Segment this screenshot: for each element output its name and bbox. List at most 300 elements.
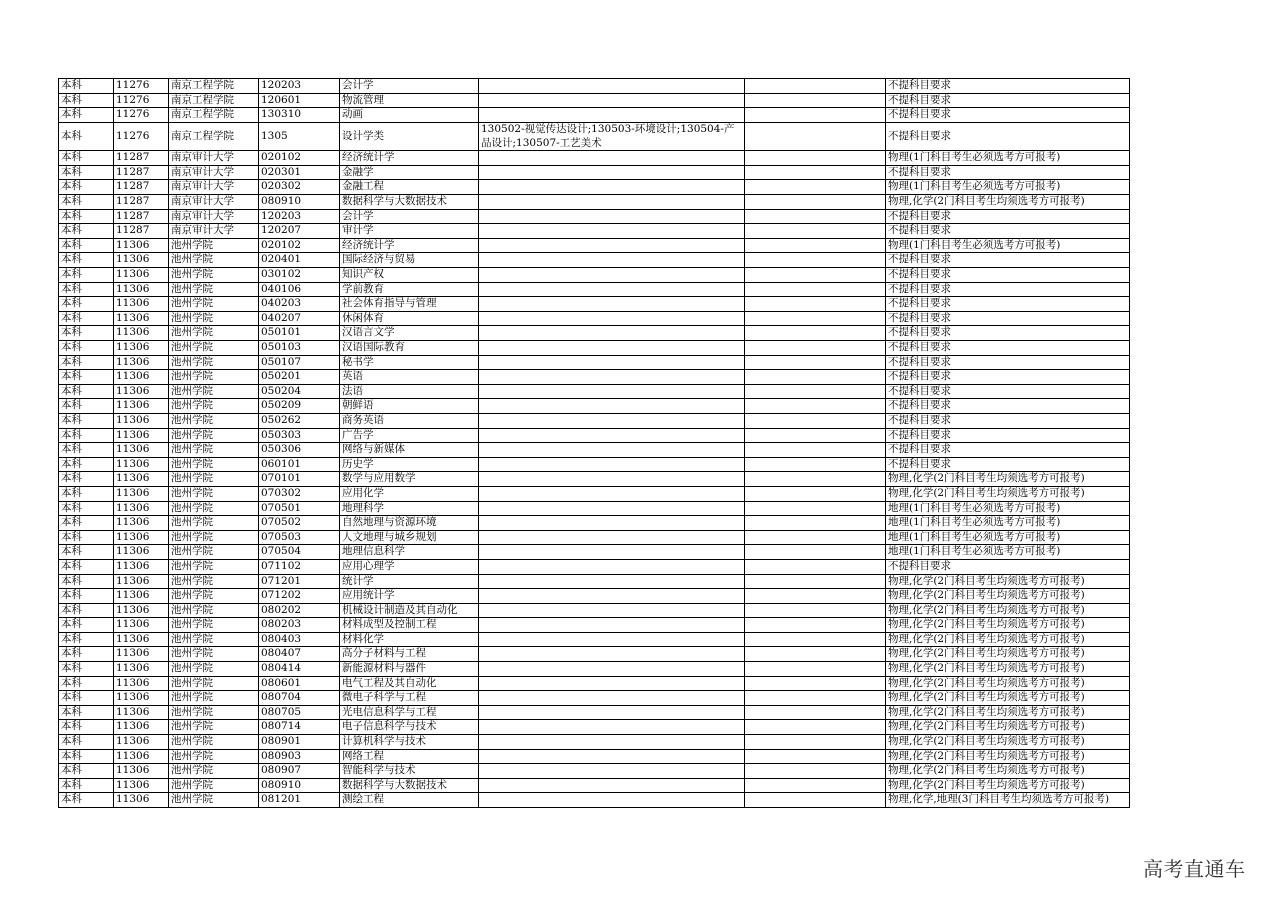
major-name-cell: 动画 <box>340 108 479 123</box>
notes-cell <box>745 691 886 706</box>
school-name-cell: 池州学院 <box>169 370 259 385</box>
school-name-cell: 池州学院 <box>169 676 259 691</box>
school-name-cell: 池州学院 <box>169 720 259 735</box>
school-name-cell: 池州学院 <box>169 778 259 793</box>
requirement-cell: 物理,化学(2门科目考生均须选考方可报考) <box>886 195 1130 210</box>
school-code-cell: 11306 <box>114 691 169 706</box>
level-cell: 本科 <box>59 764 114 779</box>
school-code-cell: 11276 <box>114 108 169 123</box>
table-row <box>59 399 1130 414</box>
major-code-cell: 040106 <box>259 282 340 297</box>
school-name-cell: 池州学院 <box>169 326 259 341</box>
requirement-cell: 不提科目要求 <box>886 326 1130 341</box>
school-name-cell: 池州学院 <box>169 735 259 750</box>
included-majors-cell <box>479 793 745 808</box>
table-row <box>59 662 1130 677</box>
major-code-cell: 080403 <box>259 632 340 647</box>
table-row <box>59 516 1130 531</box>
table-row <box>59 691 1130 706</box>
major-code-cell: 070502 <box>259 516 340 531</box>
major-name-cell: 高分子材料与工程 <box>340 647 479 662</box>
table-row <box>59 165 1130 180</box>
requirement-cell: 物理,化学(2门科目考生均须选考方可报考) <box>886 632 1130 647</box>
table-row <box>59 720 1130 735</box>
notes-cell <box>745 735 886 750</box>
school-code-cell: 11276 <box>114 93 169 108</box>
table-row <box>59 559 1130 574</box>
major-name-cell: 电子信息科学与技术 <box>340 720 479 735</box>
major-code-cell: 080903 <box>259 749 340 764</box>
requirement-cell: 地理(1门科目考生必须选考方可报考) <box>886 530 1130 545</box>
included-majors-cell <box>479 355 745 370</box>
notes-cell <box>745 443 886 458</box>
level-cell: 本科 <box>59 165 114 180</box>
included-majors-cell <box>479 413 745 428</box>
included-majors-cell <box>479 370 745 385</box>
notes-cell <box>745 618 886 633</box>
requirement-cell: 物理,化学,地理(3门科目考生均须选考方可报考) <box>886 793 1130 808</box>
school-code-cell: 11306 <box>114 268 169 283</box>
level-cell: 本科 <box>59 486 114 501</box>
requirement-cell: 不提科目要求 <box>886 79 1130 94</box>
notes-cell <box>745 311 886 326</box>
major-code-cell: 050303 <box>259 428 340 443</box>
table-row <box>59 778 1130 793</box>
school-name-cell: 池州学院 <box>169 384 259 399</box>
notes-cell <box>745 151 886 166</box>
level-cell: 本科 <box>59 603 114 618</box>
school-code-cell: 11306 <box>114 720 169 735</box>
school-code-cell: 11306 <box>114 647 169 662</box>
level-cell: 本科 <box>59 253 114 268</box>
school-name-cell: 池州学院 <box>169 341 259 356</box>
school-code-cell: 11306 <box>114 662 169 677</box>
school-code-cell: 11306 <box>114 764 169 779</box>
included-majors-cell <box>479 676 745 691</box>
major-name-cell: 审计学 <box>340 224 479 239</box>
school-name-cell: 南京工程学院 <box>169 108 259 123</box>
school-code-cell: 11306 <box>114 501 169 516</box>
watermark-text: 高考直通车 <box>1143 857 1246 881</box>
school-name-cell: 池州学院 <box>169 238 259 253</box>
requirement-cell: 不提科目要求 <box>886 93 1130 108</box>
notes-cell <box>745 764 886 779</box>
major-code-cell: 050262 <box>259 413 340 428</box>
table-row <box>59 647 1130 662</box>
major-name-cell: 光电信息科学与工程 <box>340 705 479 720</box>
major-name-cell: 机械设计制造及其自动化 <box>340 603 479 618</box>
included-majors-cell <box>479 603 745 618</box>
notes-cell <box>745 180 886 195</box>
school-code-cell: 11306 <box>114 676 169 691</box>
included-majors-cell <box>479 589 745 604</box>
included-majors-cell <box>479 165 745 180</box>
school-code-cell: 11306 <box>114 384 169 399</box>
notes-cell <box>745 559 886 574</box>
included-majors-cell <box>479 486 745 501</box>
school-code-cell: 11306 <box>114 516 169 531</box>
notes-cell <box>745 516 886 531</box>
level-cell: 本科 <box>59 282 114 297</box>
major-name-cell: 学前教育 <box>340 282 479 297</box>
level-cell: 本科 <box>59 720 114 735</box>
school-name-cell: 池州学院 <box>169 647 259 662</box>
included-majors-cell <box>479 253 745 268</box>
major-code-cell: 071202 <box>259 589 340 604</box>
included-majors-cell <box>479 574 745 589</box>
requirement-cell: 不提科目要求 <box>886 224 1130 239</box>
school-name-cell: 池州学院 <box>169 559 259 574</box>
requirement-cell: 不提科目要求 <box>886 399 1130 414</box>
major-code-cell: 071102 <box>259 559 340 574</box>
included-majors-cell <box>479 472 745 487</box>
school-code-cell: 11306 <box>114 457 169 472</box>
table-row <box>59 108 1130 123</box>
table-row <box>59 632 1130 647</box>
notes-cell <box>745 209 886 224</box>
notes-cell <box>745 341 886 356</box>
included-majors-cell <box>479 735 745 750</box>
table-row <box>59 122 1130 151</box>
school-name-cell: 池州学院 <box>169 501 259 516</box>
table-row <box>59 180 1130 195</box>
table-row <box>59 238 1130 253</box>
requirement-cell: 物理,化学(2门科目考生均须选考方可报考) <box>886 603 1130 618</box>
school-name-cell: 南京审计大学 <box>169 151 259 166</box>
major-code-cell: 070302 <box>259 486 340 501</box>
school-name-cell: 池州学院 <box>169 443 259 458</box>
school-name-cell: 池州学院 <box>169 472 259 487</box>
level-cell: 本科 <box>59 224 114 239</box>
notes-cell <box>745 457 886 472</box>
school-code-cell: 11306 <box>114 559 169 574</box>
included-majors-cell <box>479 705 745 720</box>
table-row <box>59 793 1130 808</box>
included-majors-cell <box>479 749 745 764</box>
level-cell: 本科 <box>59 778 114 793</box>
included-majors-cell <box>479 180 745 195</box>
major-name-cell: 材料化学 <box>340 632 479 647</box>
major-name-cell: 商务英语 <box>340 413 479 428</box>
major-name-cell: 秘书学 <box>340 355 479 370</box>
requirement-cell: 不提科目要求 <box>886 165 1130 180</box>
table-row <box>59 341 1130 356</box>
included-majors-cell <box>479 764 745 779</box>
notes-cell <box>745 282 886 297</box>
requirement-cell: 物理,化学(2门科目考生均须选考方可报考) <box>886 486 1130 501</box>
school-code-cell: 11306 <box>114 618 169 633</box>
major-code-cell: 080705 <box>259 705 340 720</box>
included-majors-cell <box>479 79 745 94</box>
notes-cell <box>745 122 886 151</box>
level-cell: 本科 <box>59 79 114 94</box>
level-cell: 本科 <box>59 457 114 472</box>
school-code-cell: 11287 <box>114 209 169 224</box>
major-name-cell: 设计学类 <box>340 122 479 151</box>
notes-cell <box>745 720 886 735</box>
requirement-cell: 物理,化学(2门科目考生均须选考方可报考) <box>886 705 1130 720</box>
school-code-cell: 11306 <box>114 238 169 253</box>
included-majors-cell <box>479 516 745 531</box>
major-code-cell: 080907 <box>259 764 340 779</box>
level-cell: 本科 <box>59 268 114 283</box>
included-majors-cell <box>479 691 745 706</box>
major-name-cell: 休闲体育 <box>340 311 479 326</box>
major-code-cell: 080714 <box>259 720 340 735</box>
level-cell: 本科 <box>59 735 114 750</box>
major-name-cell: 数学与应用数学 <box>340 472 479 487</box>
major-name-cell: 网络与新媒体 <box>340 443 479 458</box>
school-code-cell: 11306 <box>114 793 169 808</box>
included-majors-cell <box>479 282 745 297</box>
notes-cell <box>745 486 886 501</box>
requirement-cell: 物理,化学(2门科目考生均须选考方可报考) <box>886 662 1130 677</box>
level-cell: 本科 <box>59 749 114 764</box>
requirement-cell: 不提科目要求 <box>886 268 1130 283</box>
level-cell: 本科 <box>59 122 114 151</box>
level-cell: 本科 <box>59 501 114 516</box>
level-cell: 本科 <box>59 341 114 356</box>
major-code-cell: 050209 <box>259 399 340 414</box>
included-majors-cell <box>479 297 745 312</box>
school-code-cell: 11287 <box>114 151 169 166</box>
requirement-cell: 物理,化学(2门科目考生均须选考方可报考) <box>886 676 1130 691</box>
major-name-cell: 汉语言文学 <box>340 326 479 341</box>
school-code-cell: 11306 <box>114 778 169 793</box>
major-name-cell: 朝鲜语 <box>340 399 479 414</box>
school-code-cell: 11306 <box>114 399 169 414</box>
school-name-cell: 南京工程学院 <box>169 93 259 108</box>
major-name-cell: 电气工程及其自动化 <box>340 676 479 691</box>
level-cell: 本科 <box>59 589 114 604</box>
notes-cell <box>745 326 886 341</box>
major-code-cell: 071201 <box>259 574 340 589</box>
major-code-cell: 080601 <box>259 676 340 691</box>
level-cell: 本科 <box>59 530 114 545</box>
major-code-cell: 050306 <box>259 443 340 458</box>
table-row <box>59 574 1130 589</box>
school-name-cell: 池州学院 <box>169 253 259 268</box>
requirement-cell: 不提科目要求 <box>886 122 1130 151</box>
major-code-cell: 020302 <box>259 180 340 195</box>
notes-cell <box>745 93 886 108</box>
notes-cell <box>745 384 886 399</box>
major-code-cell: 070504 <box>259 545 340 560</box>
school-name-cell: 池州学院 <box>169 764 259 779</box>
notes-cell <box>745 195 886 210</box>
notes-cell <box>745 705 886 720</box>
table-row <box>59 224 1130 239</box>
table-row <box>59 151 1130 166</box>
level-cell: 本科 <box>59 311 114 326</box>
major-name-cell: 应用化学 <box>340 486 479 501</box>
school-code-cell: 11306 <box>114 486 169 501</box>
requirement-cell: 不提科目要求 <box>886 457 1130 472</box>
included-majors-cell <box>479 720 745 735</box>
major-name-cell: 计算机科学与技术 <box>340 735 479 750</box>
table-row <box>59 384 1130 399</box>
major-name-cell: 英语 <box>340 370 479 385</box>
major-code-cell: 1305 <box>259 122 340 151</box>
table-row <box>59 472 1130 487</box>
school-code-cell: 11306 <box>114 428 169 443</box>
included-majors-cell <box>479 399 745 414</box>
school-code-cell: 11287 <box>114 180 169 195</box>
major-name-cell: 汉语国际教育 <box>340 341 479 356</box>
notes-cell <box>745 676 886 691</box>
table-row <box>59 297 1130 312</box>
school-name-cell: 池州学院 <box>169 603 259 618</box>
table-row <box>59 486 1130 501</box>
included-majors-cell <box>479 195 745 210</box>
requirement-cell: 物理,化学(2门科目考生均须选考方可报考) <box>886 720 1130 735</box>
requirement-cell: 不提科目要求 <box>886 413 1130 428</box>
requirement-cell: 物理(1门科目考生必须选考方可报考) <box>886 180 1130 195</box>
level-cell: 本科 <box>59 545 114 560</box>
major-code-cell: 050204 <box>259 384 340 399</box>
major-code-cell: 050103 <box>259 341 340 356</box>
school-name-cell: 南京审计大学 <box>169 195 259 210</box>
table-body <box>59 79 1130 808</box>
requirement-cell: 不提科目要求 <box>886 443 1130 458</box>
notes-cell <box>745 399 886 414</box>
included-majors-cell <box>479 457 745 472</box>
requirement-cell: 物理,化学(2门科目考生均须选考方可报考) <box>886 749 1130 764</box>
level-cell: 本科 <box>59 326 114 341</box>
table-row <box>59 749 1130 764</box>
school-code-cell: 11306 <box>114 705 169 720</box>
table-row <box>59 764 1130 779</box>
included-majors-cell <box>479 632 745 647</box>
level-cell: 本科 <box>59 399 114 414</box>
major-name-cell: 材料成型及控制工程 <box>340 618 479 633</box>
notes-cell <box>745 778 886 793</box>
notes-cell <box>745 355 886 370</box>
table-row <box>59 282 1130 297</box>
school-code-cell: 11306 <box>114 253 169 268</box>
major-code-cell: 030102 <box>259 268 340 283</box>
table-row <box>59 311 1130 326</box>
table-row <box>59 79 1130 94</box>
requirement-cell: 物理,化学(2门科目考生均须选考方可报考) <box>886 778 1130 793</box>
requirement-cell: 地理(1门科目考生必须选考方可报考) <box>886 545 1130 560</box>
requirement-cell: 不提科目要求 <box>886 370 1130 385</box>
school-name-cell: 池州学院 <box>169 632 259 647</box>
notes-cell <box>745 501 886 516</box>
major-code-cell: 040203 <box>259 297 340 312</box>
requirement-cell: 不提科目要求 <box>886 341 1130 356</box>
school-name-cell: 南京审计大学 <box>169 209 259 224</box>
school-code-cell: 11306 <box>114 574 169 589</box>
notes-cell <box>745 632 886 647</box>
school-code-cell: 11276 <box>114 122 169 151</box>
level-cell: 本科 <box>59 559 114 574</box>
requirement-cell: 物理,化学(2门科目考生均须选考方可报考) <box>886 472 1130 487</box>
major-code-cell: 050107 <box>259 355 340 370</box>
school-code-cell: 11306 <box>114 749 169 764</box>
school-name-cell: 池州学院 <box>169 749 259 764</box>
notes-cell <box>745 224 886 239</box>
included-majors-cell: 130502-视觉传达设计;130503-环境设计;130504-产品设计;130507-工艺美术 <box>479 122 745 151</box>
school-name-cell: 池州学院 <box>169 413 259 428</box>
level-cell: 本科 <box>59 370 114 385</box>
major-name-cell: 经济统计学 <box>340 151 479 166</box>
school-name-cell: 池州学院 <box>169 268 259 283</box>
table-row <box>59 253 1130 268</box>
major-name-cell: 人文地理与城乡规划 <box>340 530 479 545</box>
major-code-cell: 080414 <box>259 662 340 677</box>
major-name-cell: 历史学 <box>340 457 479 472</box>
major-name-cell: 新能源材料与器件 <box>340 662 479 677</box>
school-code-cell: 11306 <box>114 632 169 647</box>
major-name-cell: 微电子科学与工程 <box>340 691 479 706</box>
school-name-cell: 池州学院 <box>169 516 259 531</box>
included-majors-cell <box>479 778 745 793</box>
major-name-cell: 社会体育指导与管理 <box>340 297 479 312</box>
notes-cell <box>745 662 886 677</box>
school-name-cell: 池州学院 <box>169 486 259 501</box>
major-code-cell: 020102 <box>259 151 340 166</box>
school-name-cell: 南京审计大学 <box>169 224 259 239</box>
level-cell: 本科 <box>59 472 114 487</box>
table-row <box>59 268 1130 283</box>
school-code-cell: 11306 <box>114 413 169 428</box>
table-row <box>59 195 1130 210</box>
level-cell: 本科 <box>59 195 114 210</box>
school-code-cell: 11306 <box>114 545 169 560</box>
table-row <box>59 618 1130 633</box>
notes-cell <box>745 603 886 618</box>
notes-cell <box>745 268 886 283</box>
table-row <box>59 735 1130 750</box>
school-name-cell: 池州学院 <box>169 530 259 545</box>
major-name-cell: 数据科学与大数据技术 <box>340 778 479 793</box>
level-cell: 本科 <box>59 355 114 370</box>
school-code-cell: 11306 <box>114 472 169 487</box>
major-code-cell: 120203 <box>259 209 340 224</box>
major-code-cell: 070503 <box>259 530 340 545</box>
table-row <box>59 457 1130 472</box>
table-row <box>59 209 1130 224</box>
table-row <box>59 545 1130 560</box>
school-name-cell: 池州学院 <box>169 618 259 633</box>
major-name-cell: 智能科学与技术 <box>340 764 479 779</box>
notes-cell <box>745 589 886 604</box>
major-code-cell: 080910 <box>259 195 340 210</box>
table-row <box>59 603 1130 618</box>
notes-cell <box>745 472 886 487</box>
school-code-cell: 11306 <box>114 355 169 370</box>
major-code-cell: 060101 <box>259 457 340 472</box>
major-code-cell: 080704 <box>259 691 340 706</box>
requirement-cell: 地理(1门科目考生必须选考方可报考) <box>886 501 1130 516</box>
major-name-cell: 金融工程 <box>340 180 479 195</box>
major-code-cell: 120601 <box>259 93 340 108</box>
level-cell: 本科 <box>59 676 114 691</box>
major-code-cell: 080901 <box>259 735 340 750</box>
level-cell: 本科 <box>59 180 114 195</box>
level-cell: 本科 <box>59 662 114 677</box>
school-name-cell: 南京审计大学 <box>169 180 259 195</box>
notes-cell <box>745 749 886 764</box>
included-majors-cell <box>479 647 745 662</box>
requirement-cell: 不提科目要求 <box>886 209 1130 224</box>
notes-cell <box>745 165 886 180</box>
major-code-cell: 020102 <box>259 238 340 253</box>
level-cell: 本科 <box>59 151 114 166</box>
notes-cell <box>745 530 886 545</box>
level-cell: 本科 <box>59 574 114 589</box>
